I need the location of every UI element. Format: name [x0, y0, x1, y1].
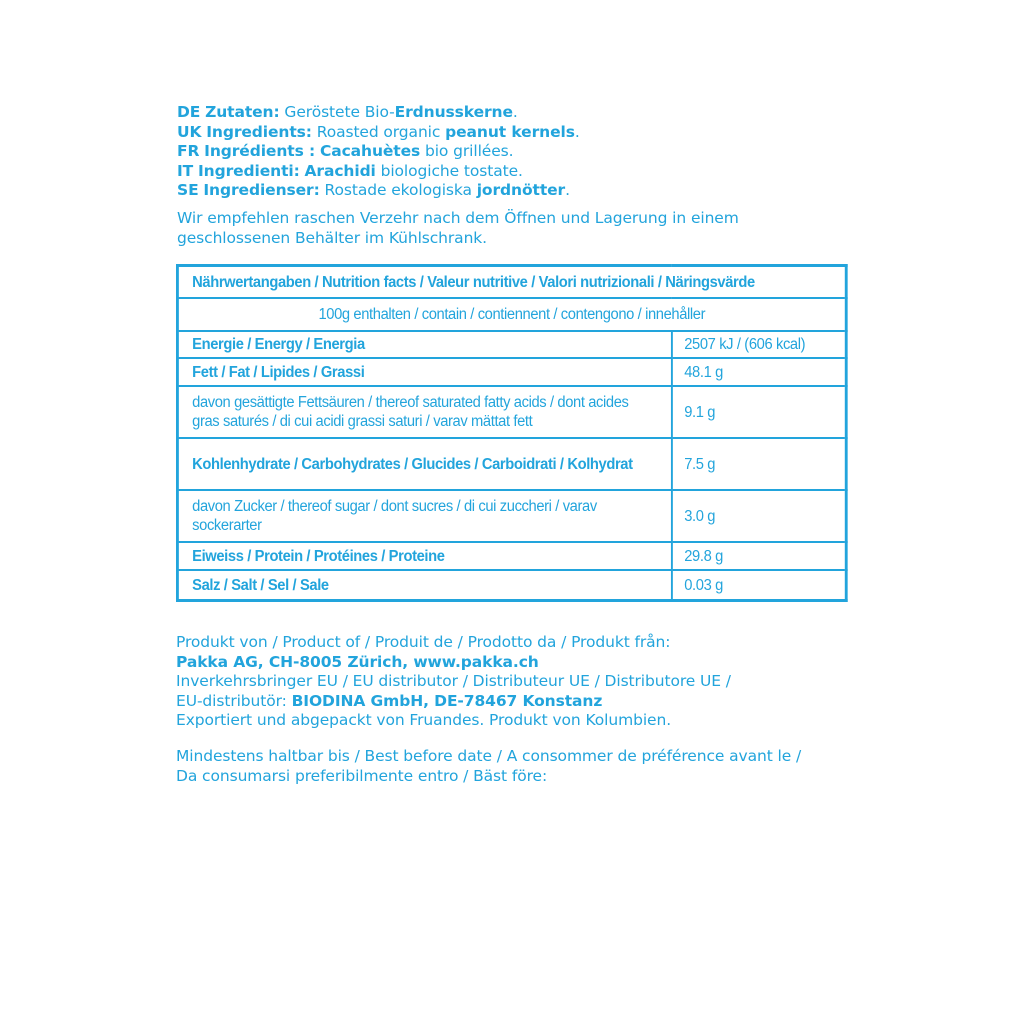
ingredients-line-se — [177, 181, 857, 201]
nutrient-value: 2507 kJ / (606 kcal) — [672, 331, 846, 358]
nutrition-row-saturated-fat — [177, 386, 846, 438]
nutrient-name: Kohlenhydrate / Carbohydrates / Glucides / Carboidrati / Kolhydrat — [177, 438, 671, 490]
lang-code: DE — [177, 103, 201, 121]
best-before-line: Mindestens haltbar bis / Best before date / A consommer de préférence avant le / — [176, 747, 802, 765]
ingredients-text: . — [574, 122, 580, 141]
origin-line: Exportiert und abgepackt von Fruandes. Produkt von Kolumbien. — [176, 711, 672, 729]
nutrient-value: 9.1 g — [672, 386, 846, 438]
ingredients-text: bio grillées. — [420, 142, 514, 160]
ingredients-text: . — [512, 103, 518, 121]
nutrition-row-carbohydrates — [177, 438, 846, 490]
distributor-prefix: EU-distributör: — [176, 691, 292, 710]
ingredients-heading: Ingredienser: — [203, 181, 320, 199]
distributor-line: Inverkehrsbringer EU / EU distributor / Distributeur UE / Distributore UE / — [176, 672, 731, 690]
nutrient-name: Energie / Energy / Energia — [177, 331, 671, 358]
ingredient-highlight: peanut kernels — [445, 122, 575, 141]
producer-info — [176, 633, 876, 731]
nutrient-value: 29.8 g — [672, 542, 846, 570]
lang-code: UK — [177, 122, 202, 141]
nutrition-table — [176, 264, 848, 602]
ingredients-heading: Ingrédients : — [204, 142, 316, 160]
nutrient-name: Salz / Salt / Sel / Sale — [177, 570, 671, 601]
producer-company: Pakka AG, CH-8005 Zürich, www.pakka.ch — [176, 652, 539, 671]
nutrition-header-row — [177, 266, 846, 299]
storage-advice-line: Wir empfehlen raschen Verzehr nach dem Öffnen und Lagerung in einem — [177, 209, 739, 227]
nutrition-subheader: 100g enthalten / contain / contiennent / contengono / innehåller — [177, 298, 846, 331]
ingredients-text: Rostade ekologiska — [319, 181, 477, 199]
ingredients-line-de — [177, 103, 857, 123]
nutrient-value: 7.5 g — [672, 438, 846, 490]
nutrition-header: Nährwertangaben / Nutrition facts / Valeur nutritive / Valori nutrizionali / Näringsvärde — [177, 266, 846, 299]
nutrition-row-salt — [177, 570, 846, 601]
lang-code: IT — [177, 161, 194, 180]
distributor-company-line — [176, 692, 876, 712]
best-before-line: Da consumarsi preferibilmente entro / Bäst före: — [176, 767, 548, 785]
nutrition-row-fat — [177, 358, 846, 386]
nutrition-row-energy — [177, 331, 846, 358]
nutrition-row-sugar — [177, 490, 846, 542]
nutrient-name: davon Zucker / thereof sugar / dont sucres / di cui zuccheri / varav sockerarter — [177, 490, 671, 542]
nutrition-subheader-row — [177, 298, 846, 331]
ingredients-heading: Ingredienti: — [197, 161, 300, 180]
ingredients-heading: Ingredients: — [206, 122, 312, 141]
ingredients-heading: Zutaten: — [205, 103, 280, 121]
best-before-section — [176, 746, 876, 786]
nutrient-value: 3.0 g — [672, 490, 846, 542]
ingredients-text: . — [565, 181, 570, 199]
producer-line: Produkt von / Product of / Produit de / Prodotto da / Produkt från: — [176, 633, 671, 651]
nutrient-name: Fett / Fat / Lipides / Grassi — [177, 358, 671, 386]
distributor-company: BIODINA GmbH, DE-78467 Konstanz — [291, 691, 603, 710]
ingredients-text: Geröstete Bio- — [279, 103, 395, 121]
ingredient-highlight: Erdnusskerne — [394, 103, 513, 121]
nutrient-name: davon gesättigte Fettsäuren / thereof saturated fatty acids / dont acides gras saturés / di cui acidi grassi saturi / varav mättat fett — [177, 386, 671, 438]
nutrient-value: 48.1 g — [672, 358, 846, 386]
ingredients-text: Roasted organic — [311, 122, 446, 141]
nutrient-name: Eiweiss / Protein / Protéines / Proteine — [177, 542, 671, 570]
nutrient-value: 0.03 g — [672, 570, 846, 601]
lang-code: FR — [177, 142, 200, 160]
ingredients-text: biologiche tostate. — [375, 161, 523, 180]
nutrition-row-protein — [177, 542, 846, 570]
storage-advice — [177, 208, 857, 248]
ingredient-highlight: Cacahuètes — [319, 142, 421, 160]
storage-advice-line: geschlossenen Behälter im Kühlschrank. — [177, 229, 487, 247]
ingredients-line-fr — [177, 142, 857, 162]
ingredient-highlight: Arachidi — [304, 161, 376, 180]
ingredients-line-uk — [177, 123, 857, 143]
ingredients-section — [177, 103, 857, 201]
ingredient-highlight: jordnötter — [476, 181, 566, 199]
lang-code: SE — [177, 181, 199, 199]
ingredients-line-it — [177, 162, 857, 182]
